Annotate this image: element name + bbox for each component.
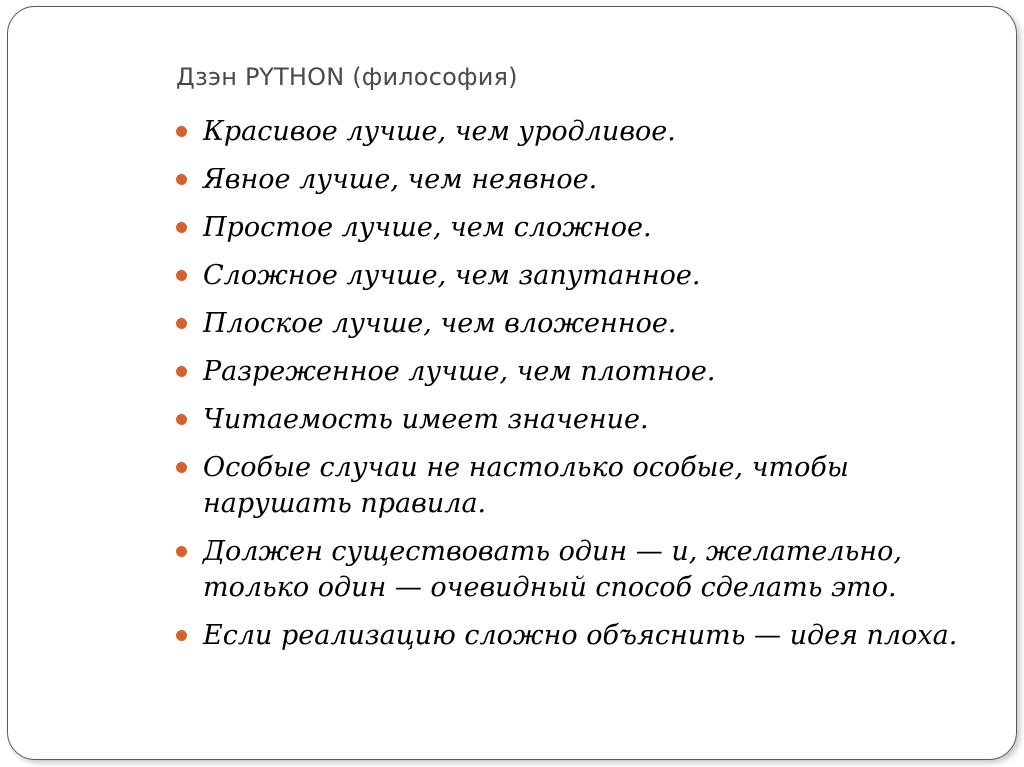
list-item	[173, 618, 993, 654]
list-item	[173, 114, 993, 150]
bullet-dot-icon	[176, 462, 187, 473]
bullet-dot-icon	[176, 630, 187, 641]
list-item-text: Разреженное лучше, чем плотное.	[203, 356, 716, 387]
bullet-dot-icon	[176, 318, 187, 329]
list-item	[173, 534, 993, 606]
list-item	[173, 354, 993, 390]
list-item-text: Простое лучше, чем сложное.	[203, 212, 652, 243]
list-item-text: Читаемость имеет значение.	[203, 404, 649, 435]
slide-frame	[7, 6, 1017, 760]
slide-title: Дзэн PYTHON (философия)	[176, 63, 518, 91]
bullet-list	[173, 114, 993, 666]
bullet-dot-icon	[176, 366, 187, 377]
list-item	[173, 258, 993, 294]
bullet-dot-icon	[176, 222, 187, 233]
list-item-text: Должен существовать один — и, желательно, только один — очевидный способ сделать это.	[203, 536, 902, 603]
bullet-dot-icon	[176, 414, 187, 425]
bullet-dot-icon	[176, 126, 187, 137]
bullet-dot-icon	[176, 174, 187, 185]
list-item	[173, 402, 993, 438]
list-item-text: Явное лучше, чем неявное.	[203, 164, 598, 195]
bullet-dot-icon	[176, 270, 187, 281]
list-item-text: Плоское лучше, чем вложенное.	[203, 308, 677, 339]
list-item-text: Если реализацию сложно объяснить — идея плоха.	[203, 620, 958, 651]
list-item	[173, 210, 993, 246]
list-item-text: Сложное лучше, чем запутанное.	[203, 260, 701, 291]
list-item-text: Особые случаи не настолько особые, чтобы нарушать правила.	[203, 452, 849, 519]
list-item	[173, 450, 993, 522]
bullet-dot-icon	[176, 546, 187, 557]
list-item	[173, 162, 993, 198]
list-item	[173, 306, 993, 342]
list-item-text: Красивое лучше, чем уродливое.	[203, 116, 676, 147]
